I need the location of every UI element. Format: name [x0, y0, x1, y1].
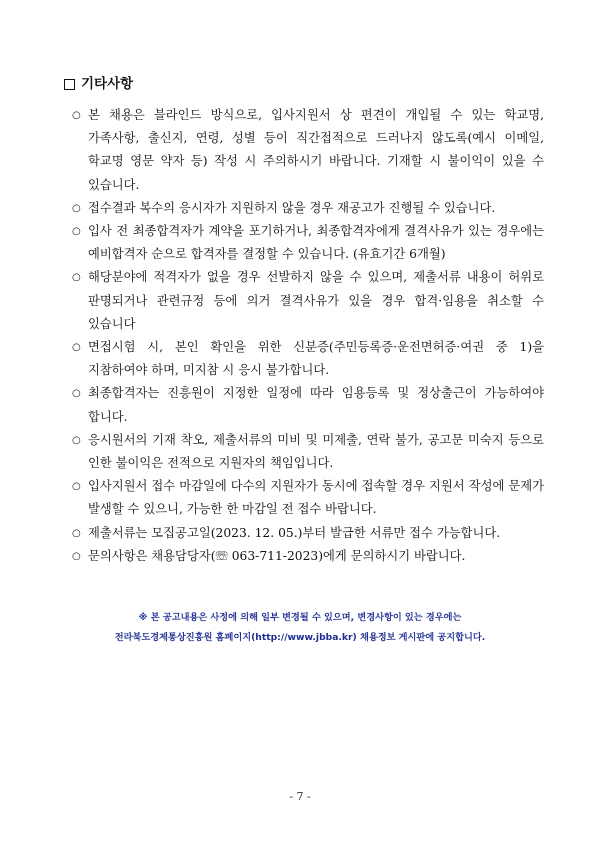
bullet-icon: ○ — [72, 272, 81, 284]
bullet-icon: ○ — [72, 388, 81, 400]
list-item-text: 해당분야에 적격자가 없을 경우 선발하지 않을 수 있으며, 제출서류 내용이 허위로 판명되거나 관련규정 등에 의거 결격사유가 있을 경우 합격·임용을 취소할 수 있습니다 — [88, 270, 544, 331]
list-item-text: 최종합격자는 진흥원이 지정한 일정에 따라 임용등록 및 정상출근이 가능하여야 합니다. — [88, 386, 544, 424]
section-heading — [64, 74, 133, 94]
list-item — [72, 475, 544, 521]
list-item-text: 면접시험 시, 본인 확인을 위한 신분증(주민등록증·운전면허증·여권 중 1)을 지참하여야 하며, 미지참 시 응시 불가합니다. — [88, 340, 544, 378]
bullet-icon: ○ — [72, 434, 81, 446]
list-item — [72, 220, 544, 266]
list-item — [72, 266, 544, 336]
list-item-text: 응시원서의 기재 착오, 제출서류의 미비 및 미제출, 연락 불가, 공고문 미숙지 등으로 인한 불이익은 전적으로 지원자의 책임입니다. — [88, 432, 544, 471]
list-item-text: 입사 전 최종합격자가 계약을 포기하거나, 최종합격자에게 결격사유가 있는 경우에는 예비합격자 순으로 합격자를 결정할 수 있습니다. (유효기간 6개월) — [88, 224, 544, 262]
list-item — [72, 336, 544, 382]
section-title: 기타사항 — [81, 76, 134, 92]
list-item-text: 제출서류는 모집공고일(2023. 12. 05.)부터 발급한 서류만 접수 가능합니다. — [88, 525, 501, 540]
bullet-icon: ○ — [72, 342, 81, 354]
list-item-text: 문의사항은 채용담당자(☏ 063-711-2023)에게 문의하시기 바랍니다. — [88, 548, 466, 563]
page-number: - 7 - — [289, 790, 311, 803]
list-item-text: 접수결과 복수의 응시자가 지원하지 않을 경우 재공고가 진행될 수 있습니다. — [88, 200, 496, 215]
list-item-text: 본 채용은 블라인드 방식으로, 입사지원서 상 편견이 개입될 수 있는 학교명, 가족사항, 출신지, 연령, 성별 등이 직간접적으로 드러나지 않도록(예시 이메일, 학교명 영문 약자 등) 작성 시 주의하시기 바랍니다. 기재할 시 불이익이 있을 수 있습니다. — [88, 108, 544, 192]
change-notice — [40, 608, 560, 648]
bullet-icon: ○ — [72, 202, 81, 214]
list-item — [72, 429, 544, 475]
list-item — [72, 545, 544, 568]
bullet-icon: ○ — [72, 550, 81, 562]
list-item — [72, 522, 544, 545]
bullet-icon: ○ — [72, 481, 81, 493]
bullet-icon: ○ — [72, 226, 81, 238]
list-item — [72, 197, 544, 220]
notice-list — [72, 104, 544, 568]
list-item — [72, 104, 544, 197]
change-notice-line2: 전라북도경제통상진흥원 홈페이지(http://www.jbba.kr) 채용정보 게시판에 공지합니다. — [114, 632, 486, 643]
list-item-text: 입사지원서 접수 마감일에 다수의 지원자가 동시에 접속할 경우 지원서 작성에 문제가 발생할 수 있으니, 가능한 한 마감일 전 접수 바랍니다. — [88, 479, 544, 517]
list-item — [72, 382, 544, 428]
checkbox-icon — [64, 79, 75, 90]
change-notice-line1: ※ 본 공고내용은 사정에 의해 일부 변경될 수 있으며, 변경사항이 있는 경우에는 — [138, 612, 462, 623]
bullet-icon: ○ — [72, 110, 81, 121]
bullet-icon: ○ — [72, 527, 81, 539]
